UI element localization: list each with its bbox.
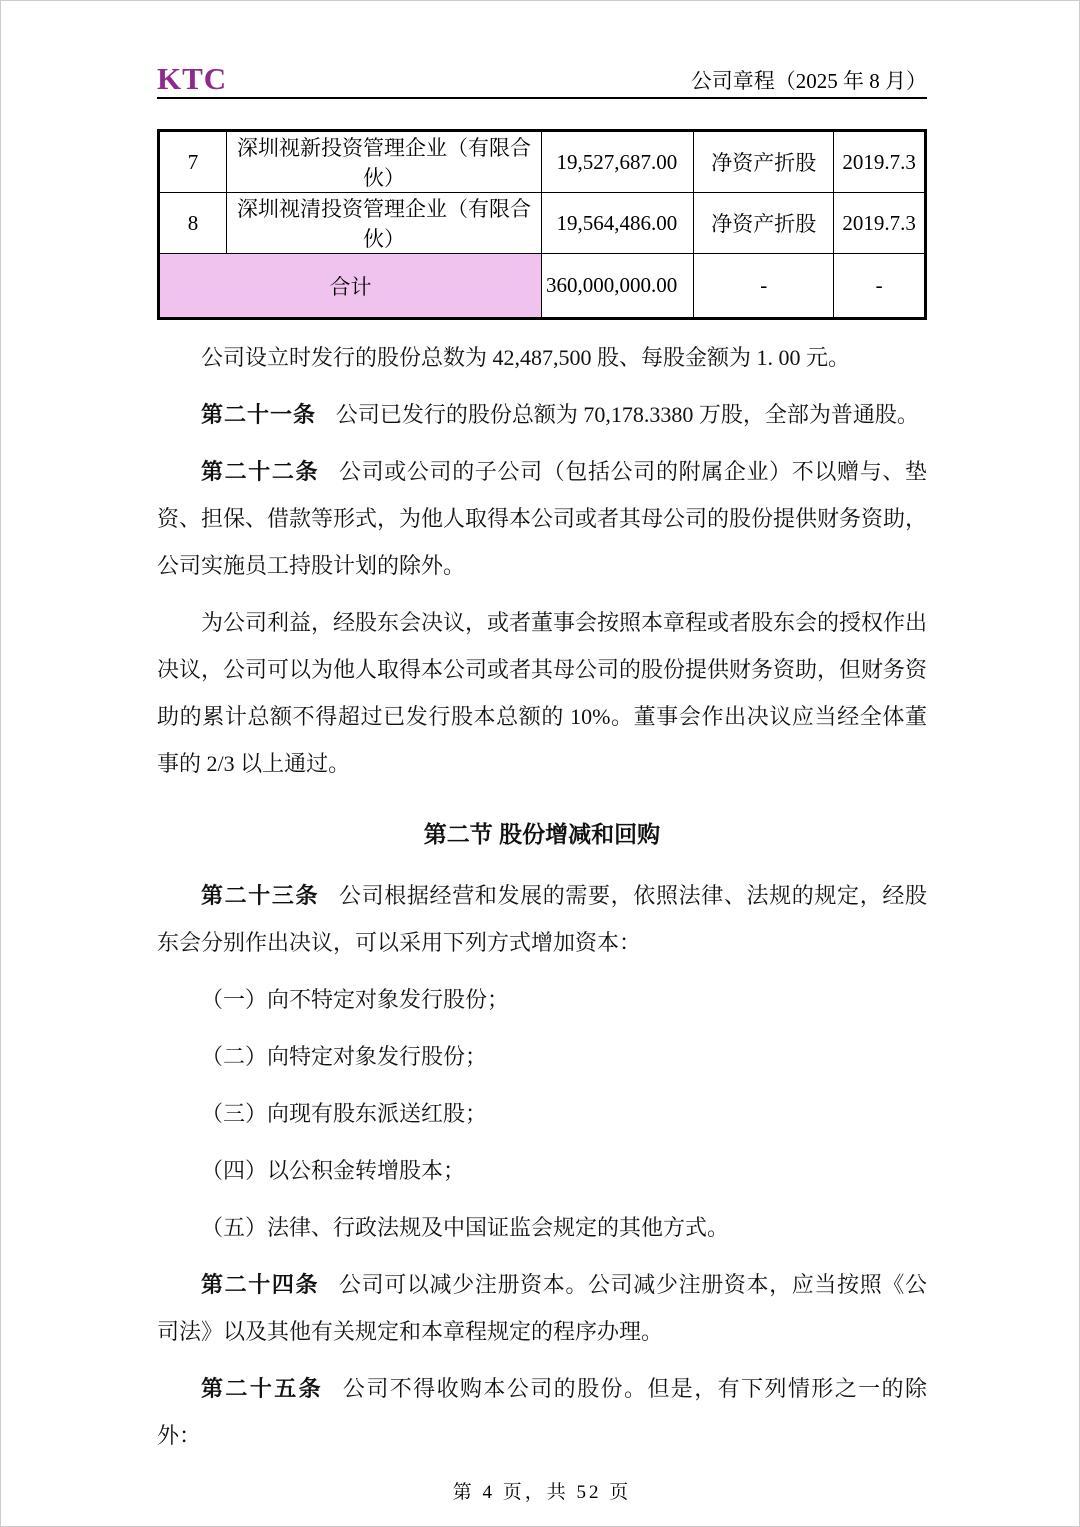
cell-date: 2019.7.3 xyxy=(834,193,926,254)
paragraph-text: 公司不得收购本公司的股份。但是，有下列情形之一的除外： xyxy=(157,1376,927,1448)
list-item-text: （二）向特定对象发行股份； xyxy=(201,1044,488,1069)
cell-amount: 19,527,687.00 xyxy=(542,131,694,193)
paragraph-article-24 xyxy=(157,1261,927,1355)
document-body xyxy=(157,334,927,1459)
page-footer: 第 4 页，共 52 页 xyxy=(452,1482,632,1503)
cell-total-amount: 360,000,000.00 xyxy=(542,254,694,319)
cell-total-label: 合计 xyxy=(159,254,542,319)
cell-amount: 19,564,486.00 xyxy=(542,193,694,254)
list-item-text: （四）以公积金转增股本； xyxy=(201,1158,466,1183)
cell-method: 净资产折股 xyxy=(694,193,834,254)
cell-name: 深圳视新投资管理企业（有限合伙） xyxy=(227,131,542,193)
paragraph-article-22 xyxy=(157,448,927,589)
paragraph-text: 公司已发行的股份总额为 70,178.3380 万股，全部为普通股。 xyxy=(335,402,919,427)
paragraph-text: 公司或公司的子公司（包括公司的附属企业）不以赠与、垫资、担保、借款等形式，为他人取得本公司或者其母公司的股份提供财务资助，公司实施员工持股计划的除外。 xyxy=(157,459,928,578)
cell-total-method: - xyxy=(694,254,834,319)
paragraph-article-22-cont xyxy=(157,599,927,787)
cell-date: 2019.7.3 xyxy=(834,131,926,193)
list-item-5 xyxy=(157,1204,927,1251)
cell-name: 深圳视清投资管理企业（有限合伙） xyxy=(227,193,542,254)
cell-no: 7 xyxy=(159,131,227,193)
paragraph-article-21 xyxy=(157,391,927,438)
list-item-4 xyxy=(157,1147,927,1194)
paragraph-article-25 xyxy=(157,1365,927,1459)
list-item-2 xyxy=(157,1033,927,1080)
paragraph-share-setup xyxy=(157,334,927,381)
table-row xyxy=(159,131,926,193)
paragraph-text: 公司设立时发行的股份总数为 42,487,500 股、每股金额为 1. 00 元。 xyxy=(201,345,851,370)
paragraph-article-23 xyxy=(157,872,927,966)
list-item-text: （三）向现有股东派送红股； xyxy=(201,1101,488,1126)
ktc-logo: KTC xyxy=(157,61,228,96)
table-total-row xyxy=(159,254,926,319)
cell-total-date: - xyxy=(834,254,926,319)
article-21-label: 第二十一条 xyxy=(201,402,317,427)
section-heading: 第二节 股份增减和回购 xyxy=(423,821,661,847)
table-row xyxy=(159,193,926,254)
cell-method: 净资产折股 xyxy=(694,131,834,193)
paragraph-text: 为公司利益，经股东会决议，或者董事会按照本章程或者股东会的授权作出决议，公司可以为他人取得本公司或者其母公司的股份提供财务资助，但财务资助的累计总额不得超过已发行股本总额的 10%。董事会作出决议应当经全体董事的 2/3 以上通过。 xyxy=(157,610,928,776)
list-item-text: （一）向不特定对象发行股份； xyxy=(201,987,510,1012)
article-22-label: 第二十二条 xyxy=(201,459,320,484)
article-25-label: 第二十五条 xyxy=(201,1376,324,1401)
paragraph-text: 公司可以减少注册资本。公司减少注册资本，应当按照《公司法》以及其他有关规定和本章程规定的程序办理。 xyxy=(157,1272,927,1344)
list-item-3 xyxy=(157,1090,927,1137)
article-24-label: 第二十四条 xyxy=(201,1272,320,1297)
cell-no: 8 xyxy=(159,193,227,254)
article-23-label: 第二十三条 xyxy=(201,883,320,908)
page-header xyxy=(157,63,927,99)
capital-contribution-table xyxy=(157,129,927,320)
header-doc-title: 公司章程（2025 年 8 月） xyxy=(690,68,927,93)
list-item-1 xyxy=(157,976,927,1023)
list-item-text: （五）法律、行政法规及中国证监会规定的其他方式。 xyxy=(201,1215,730,1240)
paragraph-text: 公司根据经营和发展的需要，依照法律、法规的规定，经股东会分别作出决议，可以采用下列方式增加资本： xyxy=(157,883,927,955)
